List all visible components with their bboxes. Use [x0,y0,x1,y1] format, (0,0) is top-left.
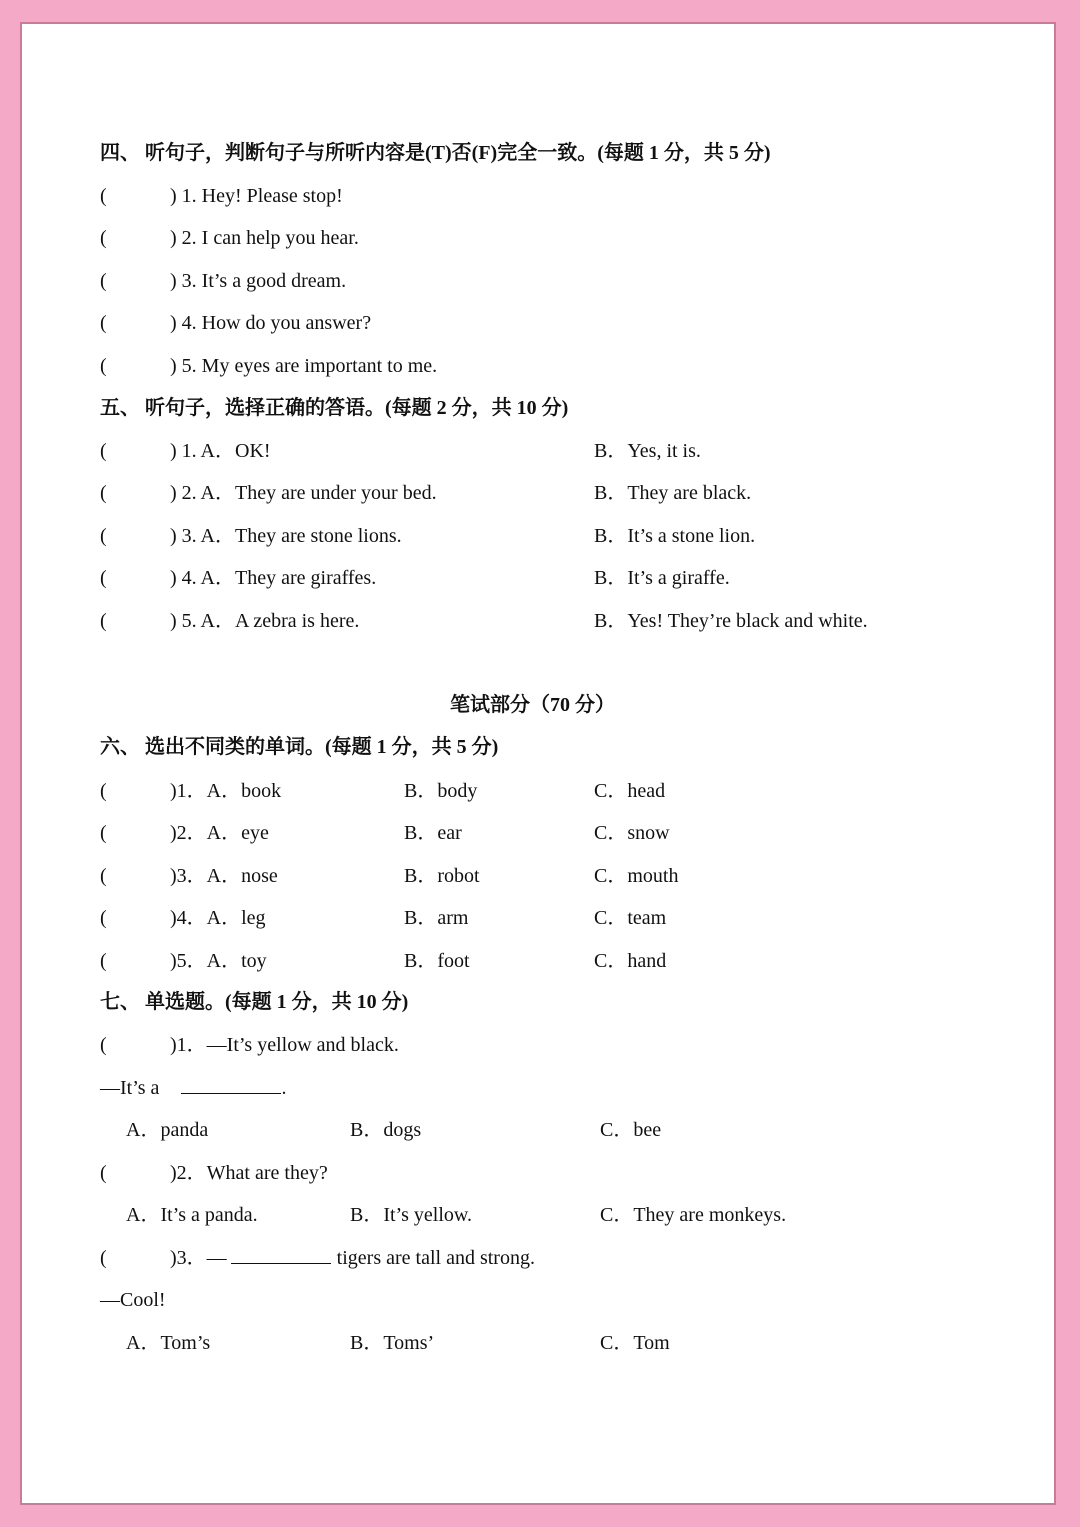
s7-q1-option-a: A．panda [126,1119,209,1141]
s5-q2-option-b: B．They are black. [594,482,752,504]
s7-q2-stem: )2．What are they? [170,1162,328,1184]
s5-q4-option-a: ) 4. A．They are giraffes. [170,567,377,589]
answer-paren: ( [100,780,107,802]
section-5-heading: 五、 听句子，选择正确的答语。(每题 2 分，共 10 分) [100,397,569,419]
s4-question-3: ) 3. It’s a good dream. [170,270,347,292]
answer-paren: ( [100,1162,107,1184]
answer-paren: ( [100,312,107,334]
written-part-title: 笔试部分（70 分） [450,694,615,716]
s7-q1-line2-text: —It’s a [100,1077,160,1099]
s7-q1-option-c: C．bee [600,1119,662,1141]
s7-q2-option-c: C．They are monkeys. [600,1204,787,1226]
s6-q1-option-a: )1．A．book [170,780,282,802]
s7-q1-stem: )1．—It’s yellow and black. [170,1034,399,1056]
s6-q5-option-a: )5．A．toy [170,950,267,972]
answer-paren: ( [100,355,107,377]
exam-paper [20,22,1056,1505]
s7-q1-line2-end: . [281,1077,287,1099]
answer-paren: ( [100,950,107,972]
s7-q3-option-a: A．Tom’s [126,1332,211,1354]
answer-paren: ( [100,567,107,589]
s6-q4-option-b: B．arm [404,907,469,929]
s7-q2-option-b: B．It’s yellow. [350,1204,473,1226]
s6-q1-option-b: B．body [404,780,478,802]
page-content [22,24,1058,1507]
s4-question-5: ) 5. My eyes are important to me. [170,355,438,377]
answer-paren: ( [100,610,107,632]
fill-blank[interactable] [181,1075,281,1094]
s7-q3-line2: —Cool! [100,1289,166,1311]
s4-question-4: ) 4. How do you answer? [170,312,372,334]
s6-q3-option-c: C．mouth [594,865,679,887]
answer-paren: ( [100,1247,107,1269]
s5-q1-option-a: ) 1. A．OK! [170,440,271,462]
s6-q3-option-b: B．robot [404,865,480,887]
s5-q4-option-b: B．It’s a giraffe. [594,567,730,589]
s6-q1-option-c: C．head [594,780,666,802]
s4-question-2: ) 2. I can help you hear. [170,227,359,249]
answer-paren: ( [100,907,107,929]
s7-q3-stem [170,1243,535,1273]
section-6-heading: 六、 选出不同类的单词。(每题 1 分，共 5 分) [100,736,499,758]
s6-q4-option-a: )4．A．leg [170,907,266,929]
answer-paren: ( [100,440,107,462]
answer-paren: ( [100,1034,107,1056]
s7-q3-stem-end: tigers are tall and strong. [336,1247,535,1269]
s6-q5-option-b: B．foot [404,950,470,972]
answer-paren: ( [100,865,107,887]
answer-paren: ( [100,822,107,844]
answer-paren: ( [100,185,107,207]
s5-q5-option-a: ) 5. A．A zebra is here. [170,610,360,632]
s6-q2-option-c: C．snow [594,822,670,844]
section-4-heading: 四、 听句子，判断句子与所听内容是(T)否(F)完全一致。(每题 1 分，共 5 分) [100,142,771,164]
answer-paren: ( [100,270,107,292]
s5-q3-option-b: B．It’s a stone lion. [594,525,756,547]
answer-paren: ( [100,482,107,504]
s5-q3-option-a: ) 3. A．They are stone lions. [170,525,402,547]
s7-q3-option-c: C．Tom [600,1332,670,1354]
s6-q2-option-a: )2．A．eye [170,822,269,844]
s4-question-1: ) 1. Hey! Please stop! [170,185,343,207]
s7-q1-option-b: B．dogs [350,1119,422,1141]
s7-q2-option-a: A．It’s a panda. [126,1204,258,1226]
s5-q5-option-b: B．Yes! They’re black and white. [594,610,868,632]
s5-q1-option-b: B．Yes, it is. [594,440,701,462]
s7-q1-line2 [100,1073,286,1103]
s6-q2-option-b: B．ear [404,822,462,844]
s7-q3-stem-start: )3．— [170,1247,227,1269]
s6-q5-option-c: C．hand [594,950,667,972]
s6-q3-option-a: )3．A．nose [170,865,278,887]
section-7-heading: 七、 单选题。(每题 1 分，共 10 分) [100,991,409,1013]
fill-blank[interactable] [231,1245,331,1264]
s5-q2-option-a: ) 2. A．They are under your bed. [170,482,437,504]
s6-q4-option-c: C．team [594,907,667,929]
answer-paren: ( [100,525,107,547]
s7-q3-option-b: B．Toms’ [350,1332,435,1354]
answer-paren: ( [100,227,107,249]
